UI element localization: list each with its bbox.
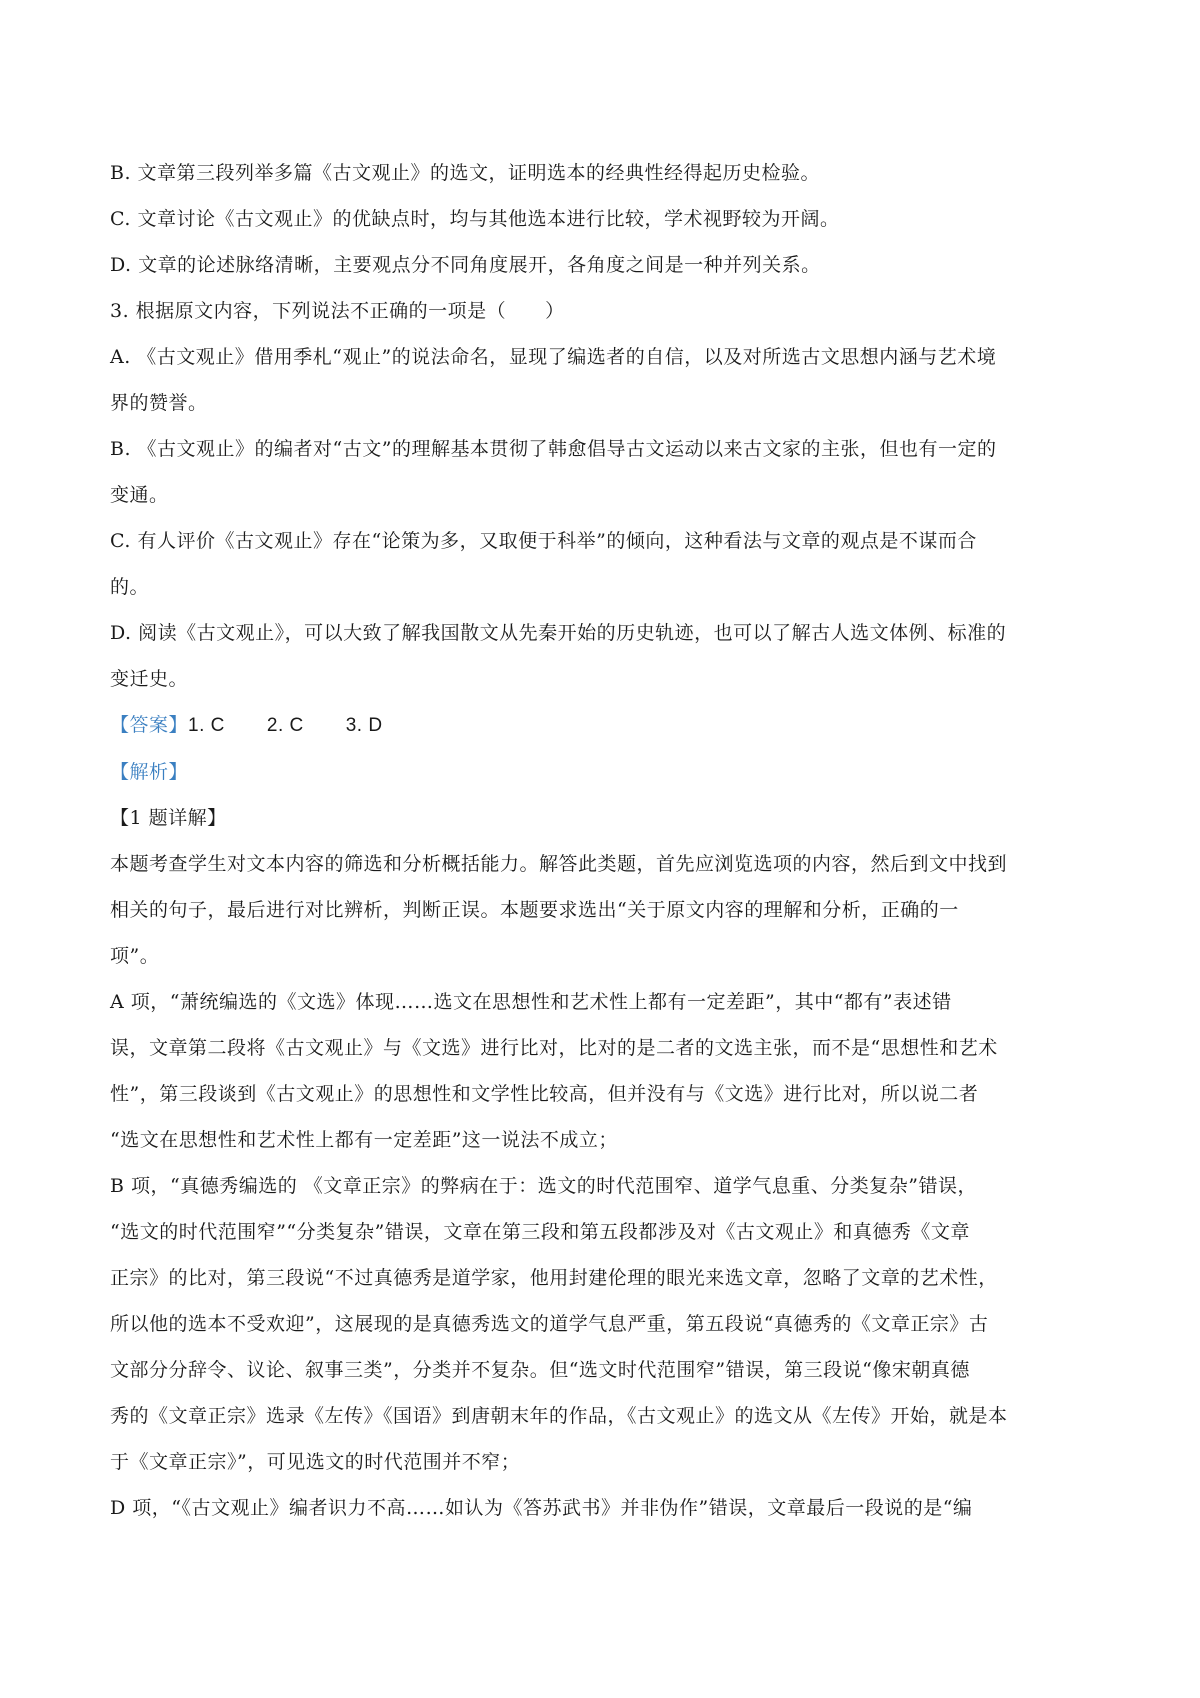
analysis-b-line1: B 项，“真德秀编选的 《文章正宗》的弊病在于：选文的时代范围窄、道学气息重、分类复杂”错误， [110,1175,977,1197]
analysis-intro-line3: 项”。 [110,945,160,967]
q3-option-a-line2: 界的赞誉。 [110,392,208,414]
q2-option-d: D. 文章的论述脉络清晰，主要观点分不同角度展开，各角度之间是一种并列关系。 [110,254,821,276]
q3-option-d-line1: D. 阅读《古文观止》，可以大致了解我国散文从先秦开始的历史轨迹，也可以了解古人选文体例、标准的 [110,622,1007,644]
analysis-b-line7: 于《文章正宗》”，可见选文的时代范围并不窄； [110,1451,521,1473]
analysis-intro-line2: 相关的句子，最后进行对比辨析，判断正误。本题要求选出“关于原文内容的理解和分析，正确的一 [110,899,959,921]
analysis-a-line2: 误，文章第二段将《古文观止》与《文选》进行比对，比对的是二者的文选主张，而不是“思想性和艺术 [110,1037,998,1059]
analysis-d-line1: D 项，“《古文观止》编者识力不高……如认为《答苏武书》并非伪作”错误，文章最后一段说的是“编 [110,1497,973,1519]
analysis-b-line6: 秀的《文章正宗》选录《左传》《国语》到唐朝末年的作品，《古文观止》的选文从《左传》开始，就是本 [110,1405,1008,1427]
analysis-b-line5: 文部分分辞令、议论、叙事三类”，分类并不复杂。但“选文时代范围窄”错误，第三段说“像宋朝真德 [110,1359,970,1381]
analysis-a-line1: A 项，“萧统编选的《文选》体现……选文在思想性和艺术性上都有一定差距”，其中“都有”表述错 [110,991,952,1013]
q3-option-b-line2: 变通。 [110,484,169,506]
q3-stem: 3. 根据原文内容，下列说法不正确的一项是（ ） [110,300,565,322]
analysis-a-line4: “选文在思想性和艺术性上都有一定差距”这一说法不成立； [110,1129,618,1151]
analysis-tag: 【解析】 [110,761,189,783]
analysis-a-line3: 性”，第三段谈到《古文观止》的思想性和文学性比较高，但并没有与《文选》进行比对，所以说二者 [110,1083,979,1105]
analysis-tag-line [110,749,1090,795]
q1-detail-title: 【1 题详解】 [110,807,227,829]
q3-option-a-line1: A. 《古文观止》借用季札“观止”的说法命名，显现了编选者的自信，以及对所选古文思想内涵与艺术境 [110,346,997,368]
q3-option-c-line1: C. 有人评价《古文观止》存在“论策为多，又取便于科举”的倾向，这种看法与文章的观点是不谋而合 [110,530,977,552]
analysis-b-line3: 正宗》的比对，第三段说“不过真德秀是道学家，他用封建伦理的眼光来选文章，忽略了文章的艺术性， [110,1267,998,1289]
answer-1: 1. C [188,715,225,736]
analysis-b-line4: 所以他的选本不受欢迎”，这展现的是真德秀选文的道学气息严重，第五段说“真德秀的《文章正宗》古 [110,1313,989,1335]
q3-option-b-line1: B. 《古文观止》的编者对“古文”的理解基本贯彻了韩愈倡导古文运动以来古文家的主张，但也有一定的 [110,438,997,460]
answer-tag: 【答案】 [110,714,189,736]
q3-option-c-line2: 的。 [110,576,150,598]
q2-option-c: C. 文章讨论《古文观止》的优缺点时，均与其他选本进行比较，学术视野较为开阔。 [110,208,840,230]
answer-3: 3. D [345,715,383,736]
q3-option-d-line2: 变迁史。 [110,668,189,690]
q2-option-b: B. 文章第三段列举多篇《古文观止》的选文，证明选本的经典性经得起历史检验。 [110,162,821,184]
analysis-intro-line1: 本题考查学生对文本内容的筛选和分析概括能力。解答此类题，首先应浏览选项的内容，然后到文中找到 [110,853,1008,875]
answer-2: 2. C [266,715,304,736]
answer-line [110,702,1090,749]
analysis-b-line2: “选文的时代范围窄”“分类复杂”错误，文章在第三段和第五段都涉及对《古文观止》和真德秀《文章 [110,1221,970,1243]
